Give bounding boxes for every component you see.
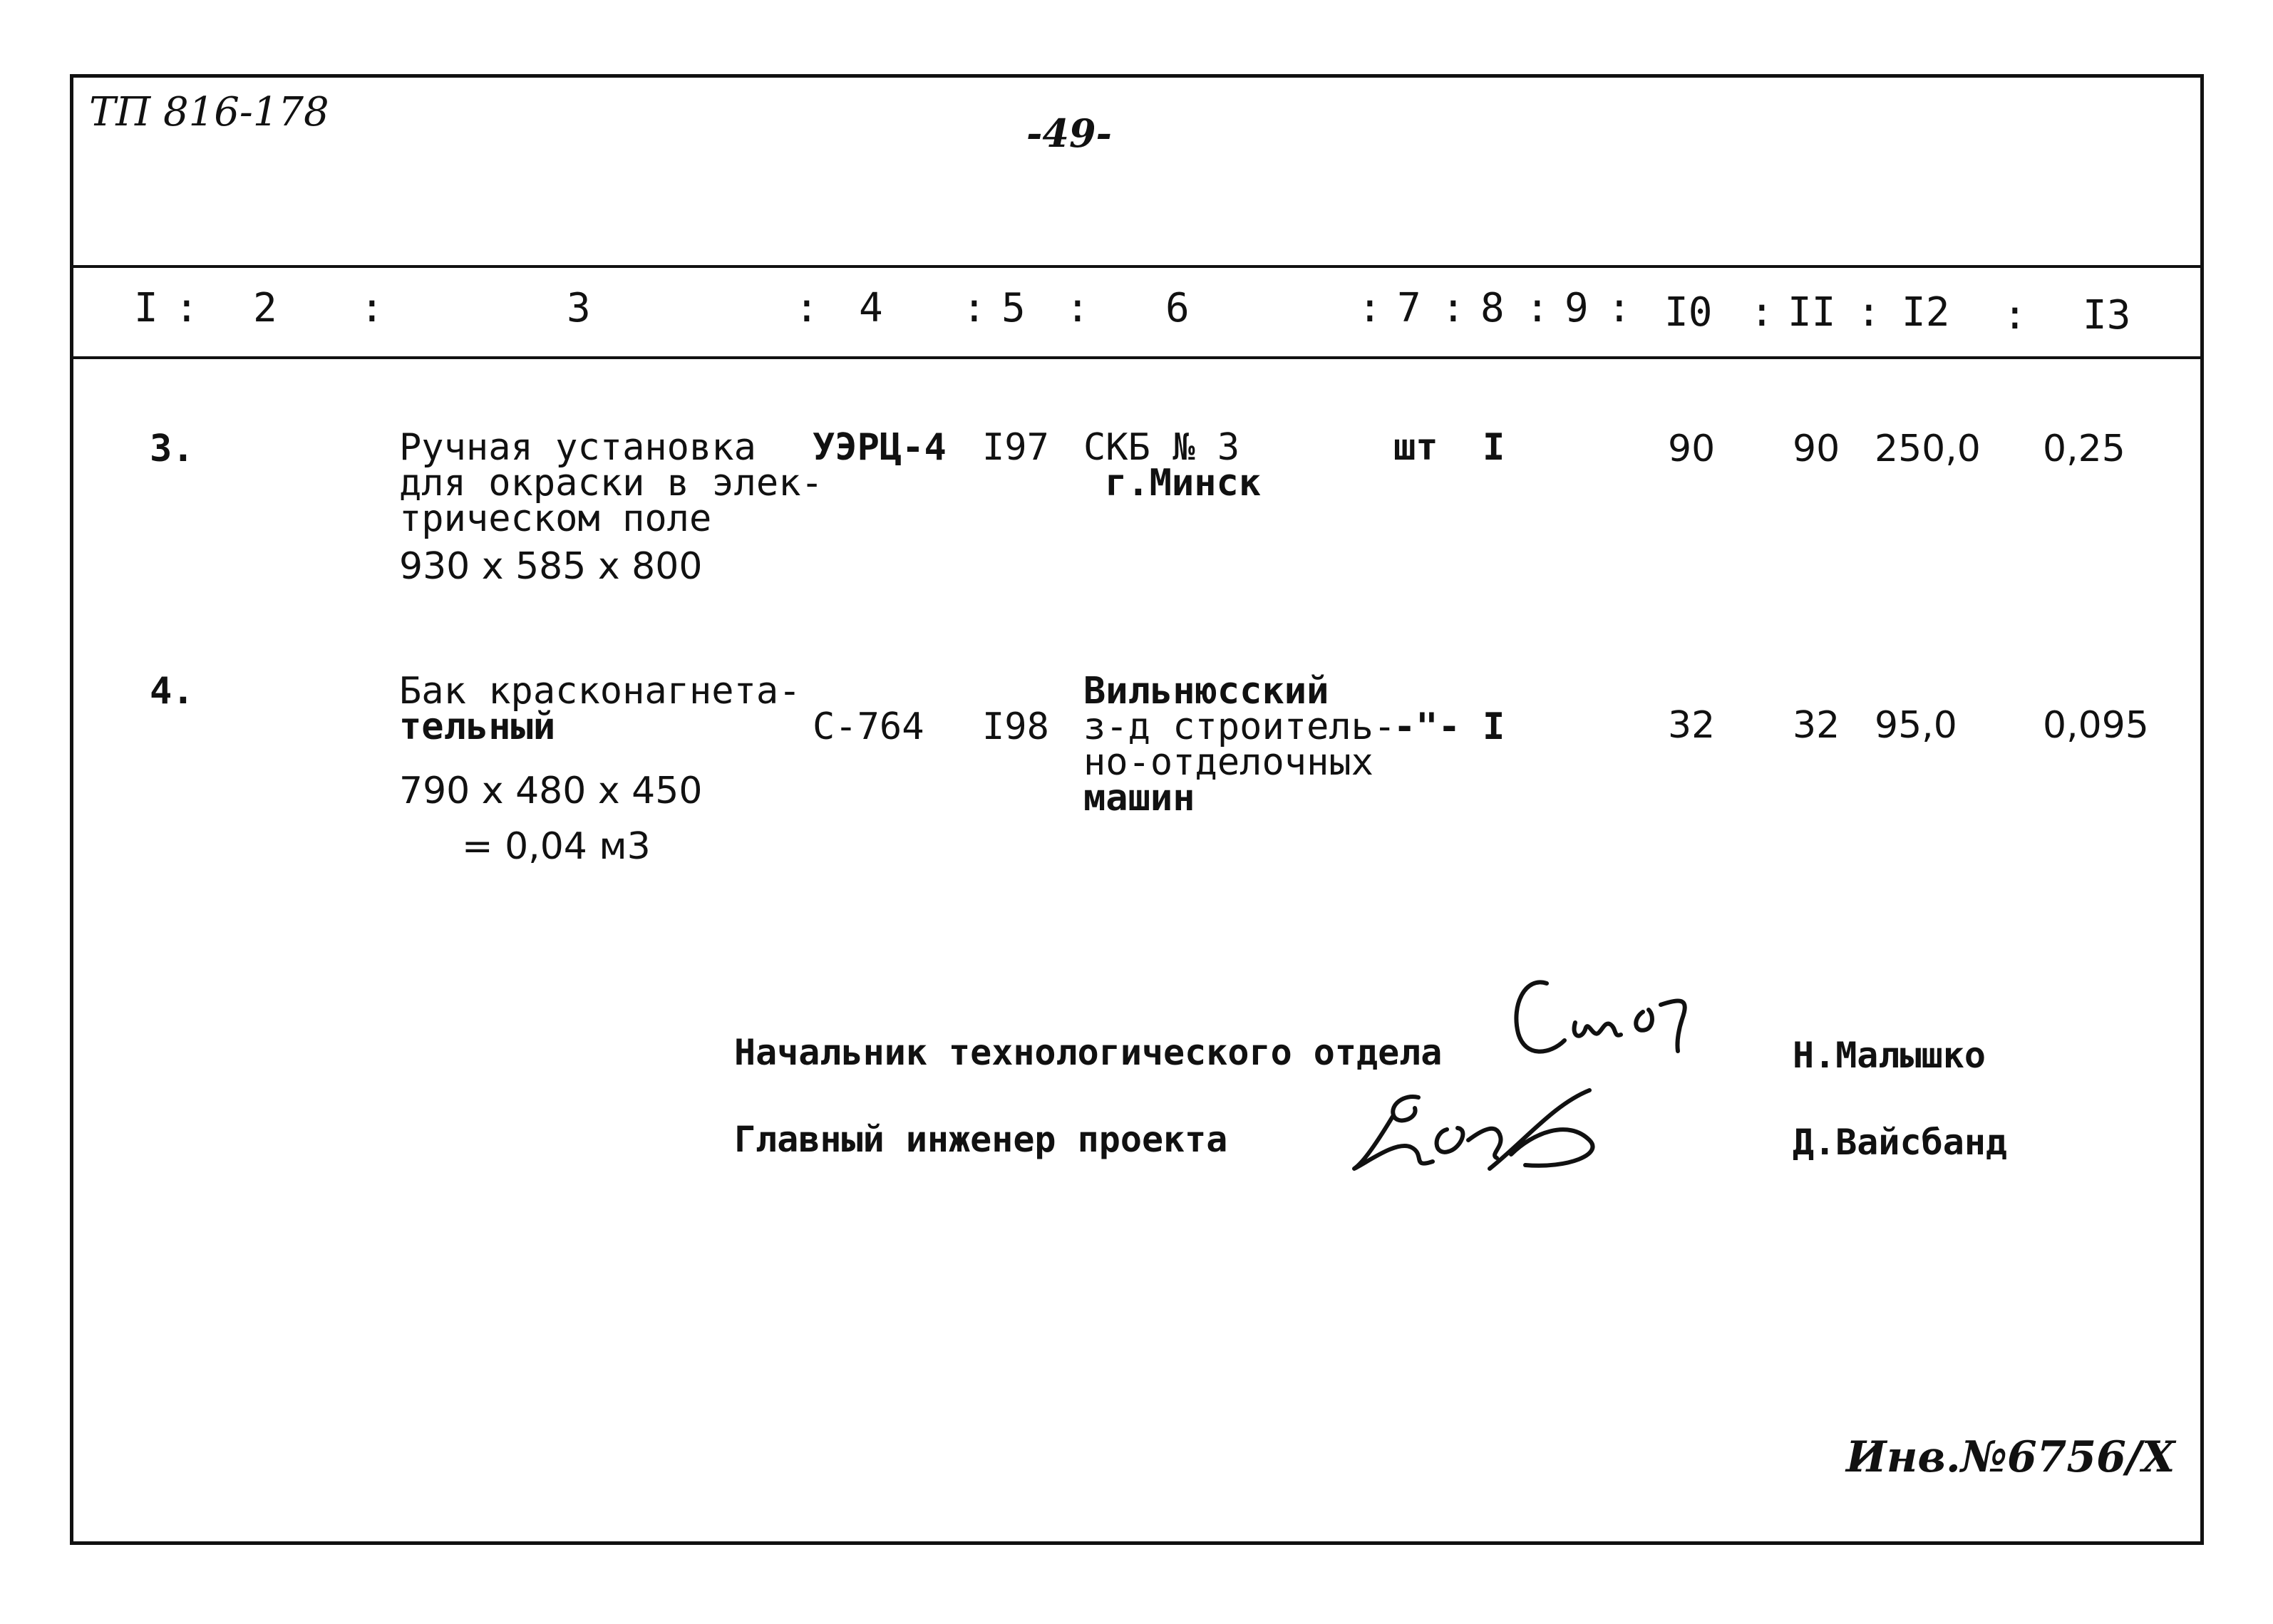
item-name-line: тельный [399, 705, 556, 748]
item-col13: 0,25 [2043, 428, 2125, 470]
item-col5: I97 [982, 426, 1049, 469]
col-separator: : [1607, 285, 1632, 331]
item-type: УЭРЦ-4 [813, 426, 947, 469]
item-name-line: для окраски в элек- [399, 462, 823, 505]
col-header: 9 [1565, 285, 1589, 331]
col-separator: : [1525, 285, 1550, 331]
handwritten-signature [1340, 1062, 1639, 1190]
col-header: II [1788, 289, 1836, 336]
col-separator: : [2003, 292, 2027, 338]
item-unit: шт [1393, 426, 1438, 469]
item-col11: 90 [1793, 428, 1840, 470]
inventory-number: Инв.№6756/Х [1846, 1432, 2175, 1482]
item-name-line: Бак красконагнета- [399, 670, 801, 713]
item-name-line: Ручная установка [399, 426, 756, 469]
signer-role: Начальник технологического отдела [734, 1032, 1443, 1073]
signer-name: Н.Малышко [1793, 1035, 1986, 1076]
col-header: 4 [859, 285, 883, 331]
col-separator: : [795, 285, 819, 331]
item-maker-line: но-отделочных [1083, 741, 1373, 784]
col-header: 5 [1001, 285, 1026, 331]
item-col5: I98 [982, 705, 1049, 748]
item-maker-line: СКБ № 3 [1083, 426, 1240, 469]
item-dimensions: 790 x 480 x 450 [399, 770, 703, 812]
item-col11: 32 [1793, 704, 1840, 747]
item-unit: -"- [1393, 705, 1460, 748]
item-quantity: I [1483, 426, 1505, 469]
col-header: I0 [1664, 289, 1713, 336]
col-separator: : [1066, 285, 1090, 331]
item-col12: 250,0 [1875, 428, 1981, 470]
col-separator: : [962, 285, 986, 331]
col-header: I3 [2083, 292, 2131, 338]
item-quantity: I [1483, 705, 1505, 748]
row-number: 4. [150, 670, 195, 713]
col-header: 2 [253, 285, 277, 331]
item-maker-line: Вильнюсский [1083, 670, 1329, 713]
item-name-line: трическом поле [399, 497, 712, 540]
header-bottom-rule [70, 356, 2204, 359]
item-col13: 0,095 [2043, 704, 2149, 747]
col-header: 7 [1397, 285, 1421, 331]
col-separator: : [1358, 285, 1382, 331]
col-header: I2 [1902, 289, 1950, 336]
item-col10: 90 [1668, 428, 1716, 470]
item-type: С-764 [813, 705, 924, 748]
col-header: I [134, 285, 158, 331]
col-separator: : [360, 285, 384, 331]
col-separator: : [1750, 289, 1774, 336]
col-header: 3 [567, 285, 591, 331]
header-top-rule [70, 265, 2204, 268]
col-separator: : [1857, 289, 1881, 336]
signer-name: Д.Вайсбанд [1793, 1122, 2008, 1163]
col-header: 8 [1480, 285, 1505, 331]
item-maker-line: з-д строитель- [1083, 705, 1396, 748]
page-number: -49- [1026, 110, 1112, 156]
item-maker-line: машин [1083, 777, 1195, 819]
signer-role: Главный инженер проекта [734, 1119, 1228, 1160]
col-separator: : [175, 285, 199, 331]
row-number: 3. [150, 428, 195, 470]
item-dimensions: 930 x 585 x 800 [399, 545, 703, 588]
item-volume: = 0,04 м3 [462, 825, 651, 868]
col-separator: : [1441, 285, 1465, 331]
item-col12: 95,0 [1875, 704, 1957, 747]
col-header: 6 [1165, 285, 1190, 331]
item-maker-line: г.Минск [1105, 462, 1262, 505]
doc-code: ТП 816-178 [89, 89, 329, 135]
item-col10: 32 [1668, 704, 1716, 747]
